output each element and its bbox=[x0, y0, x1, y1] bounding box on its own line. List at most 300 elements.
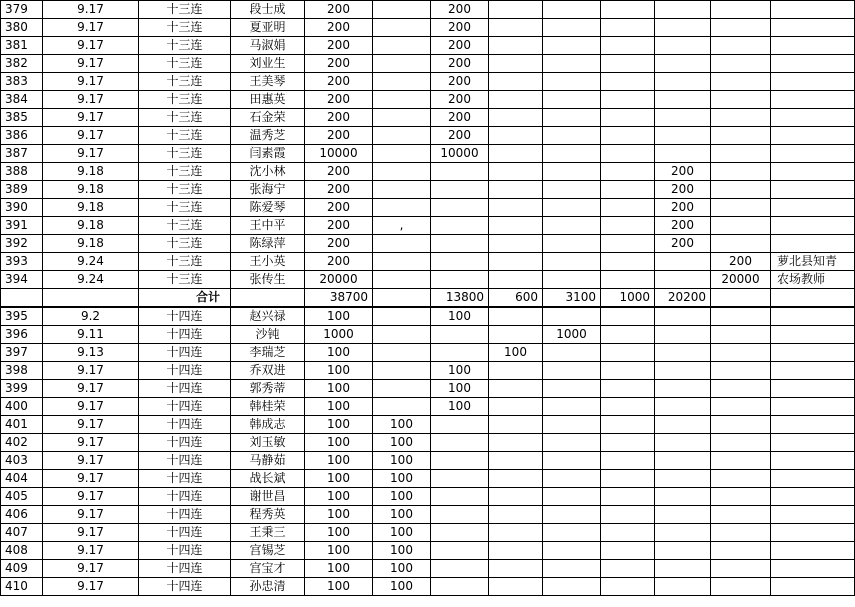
table-cell bbox=[771, 55, 855, 73]
table-cell: 9.24 bbox=[43, 253, 139, 271]
table-cell bbox=[655, 470, 711, 488]
table-cell bbox=[655, 434, 711, 452]
table-cell: 394 bbox=[1, 271, 43, 289]
table-cell: 十三连 bbox=[139, 127, 231, 145]
table-cell bbox=[601, 362, 655, 380]
table-cell bbox=[771, 91, 855, 109]
table-cell bbox=[601, 560, 655, 578]
table-cell: 410 bbox=[1, 578, 43, 596]
table-cell: 十三连 bbox=[139, 19, 231, 37]
table-cell bbox=[431, 199, 489, 217]
table-cell bbox=[711, 19, 771, 37]
table-cell bbox=[431, 271, 489, 289]
table-cell: 100 bbox=[373, 524, 431, 542]
table-cell: 100 bbox=[431, 307, 489, 326]
table-row bbox=[1, 488, 855, 506]
table-cell: 100 bbox=[373, 542, 431, 560]
table-body bbox=[1, 1, 855, 596]
table-cell bbox=[711, 217, 771, 235]
table-cell: 王秉三 bbox=[231, 524, 305, 542]
table-cell: 200 bbox=[305, 217, 373, 235]
table-cell bbox=[771, 37, 855, 55]
table-cell bbox=[655, 560, 711, 578]
table-cell bbox=[373, 271, 431, 289]
table-cell bbox=[543, 578, 601, 596]
table-cell: 9.18 bbox=[43, 235, 139, 253]
table-cell: 张传生 bbox=[231, 271, 305, 289]
table-cell: 9.17 bbox=[43, 524, 139, 542]
table-cell bbox=[373, 253, 431, 271]
table-row bbox=[1, 452, 855, 470]
table-cell: 十四连 bbox=[139, 452, 231, 470]
table-cell bbox=[655, 362, 711, 380]
table-cell: 600 bbox=[489, 289, 543, 308]
table-cell bbox=[711, 235, 771, 253]
table-cell: 马静茹 bbox=[231, 452, 305, 470]
table-cell bbox=[655, 253, 711, 271]
table-cell: 十四连 bbox=[139, 307, 231, 326]
table-cell bbox=[489, 55, 543, 73]
table-cell bbox=[711, 127, 771, 145]
table-cell bbox=[655, 37, 711, 55]
table-cell: 387 bbox=[1, 145, 43, 163]
table-cell bbox=[543, 217, 601, 235]
table-cell: 十三连 bbox=[139, 145, 231, 163]
table-cell bbox=[655, 73, 711, 91]
table-cell bbox=[601, 380, 655, 398]
table-cell: 100 bbox=[373, 560, 431, 578]
table-cell bbox=[543, 271, 601, 289]
table-cell: 9.18 bbox=[43, 199, 139, 217]
table-cell bbox=[601, 578, 655, 596]
table-cell: 田惠英 bbox=[231, 91, 305, 109]
table-row bbox=[1, 181, 855, 199]
table-cell: 200 bbox=[305, 55, 373, 73]
table-cell: 10000 bbox=[305, 145, 373, 163]
table-cell: 200 bbox=[655, 235, 711, 253]
table-cell bbox=[711, 55, 771, 73]
table-cell: 萝北县知青 bbox=[771, 253, 855, 271]
table-cell bbox=[489, 488, 543, 506]
table-cell: 十四连 bbox=[139, 380, 231, 398]
table-cell bbox=[431, 434, 489, 452]
table-cell bbox=[771, 380, 855, 398]
table-cell bbox=[655, 271, 711, 289]
table-row bbox=[1, 524, 855, 542]
table-cell: 407 bbox=[1, 524, 43, 542]
table-cell bbox=[601, 145, 655, 163]
table-cell bbox=[771, 127, 855, 145]
table-cell: 388 bbox=[1, 163, 43, 181]
table-cell: 9.17 bbox=[43, 542, 139, 560]
table-cell bbox=[543, 145, 601, 163]
table-cell bbox=[431, 488, 489, 506]
table-cell: 100 bbox=[373, 416, 431, 434]
table-cell bbox=[771, 181, 855, 199]
table-cell bbox=[431, 452, 489, 470]
table-cell: 十三连 bbox=[139, 55, 231, 73]
table-cell: 200 bbox=[655, 199, 711, 217]
table-cell bbox=[489, 326, 543, 344]
table-cell bbox=[655, 127, 711, 145]
table-cell bbox=[373, 109, 431, 127]
table-cell: 9.11 bbox=[43, 326, 139, 344]
table-row bbox=[1, 199, 855, 217]
table-cell bbox=[711, 307, 771, 326]
table-row bbox=[1, 434, 855, 452]
table-cell bbox=[711, 181, 771, 199]
table-cell bbox=[489, 163, 543, 181]
table-cell: 9.17 bbox=[43, 91, 139, 109]
table-cell: 381 bbox=[1, 37, 43, 55]
table-cell: 100 bbox=[305, 470, 373, 488]
table-cell bbox=[431, 470, 489, 488]
table-cell bbox=[543, 109, 601, 127]
table-cell: 农场教师 bbox=[771, 271, 855, 289]
table-cell bbox=[431, 560, 489, 578]
table-cell bbox=[489, 217, 543, 235]
table-cell: 韩成志 bbox=[231, 416, 305, 434]
table-cell bbox=[711, 109, 771, 127]
table-cell bbox=[373, 73, 431, 91]
table-cell: 385 bbox=[1, 109, 43, 127]
table-cell: 100 bbox=[373, 452, 431, 470]
table-cell: 393 bbox=[1, 253, 43, 271]
table-cell: 100 bbox=[305, 452, 373, 470]
table-cell: 200 bbox=[431, 1, 489, 19]
table-row bbox=[1, 289, 855, 308]
table-cell: 9.17 bbox=[43, 127, 139, 145]
table-cell bbox=[601, 163, 655, 181]
table-cell bbox=[543, 524, 601, 542]
table-cell bbox=[431, 235, 489, 253]
table-cell bbox=[771, 73, 855, 91]
table-cell: 392 bbox=[1, 235, 43, 253]
table-cell: 200 bbox=[305, 91, 373, 109]
table-cell: 10000 bbox=[431, 145, 489, 163]
table-cell: 402 bbox=[1, 434, 43, 452]
table-cell: 406 bbox=[1, 506, 43, 524]
table-cell: 404 bbox=[1, 470, 43, 488]
table-cell: 夏亚明 bbox=[231, 19, 305, 37]
table-cell: 刘业生 bbox=[231, 55, 305, 73]
table-cell bbox=[711, 326, 771, 344]
table-cell bbox=[431, 217, 489, 235]
table-cell bbox=[489, 398, 543, 416]
table-cell bbox=[601, 217, 655, 235]
table-cell bbox=[771, 326, 855, 344]
table-cell: 100 bbox=[305, 506, 373, 524]
table-cell: 9.17 bbox=[43, 109, 139, 127]
table-cell: 200 bbox=[431, 91, 489, 109]
table-cell bbox=[489, 452, 543, 470]
table-cell bbox=[711, 452, 771, 470]
table-cell: 3100 bbox=[543, 289, 601, 308]
table-cell: 9.17 bbox=[43, 380, 139, 398]
table-row bbox=[1, 217, 855, 235]
table-cell bbox=[601, 73, 655, 91]
table-cell bbox=[771, 145, 855, 163]
table-row bbox=[1, 163, 855, 181]
table-cell bbox=[543, 1, 601, 19]
table-cell: 十四连 bbox=[139, 488, 231, 506]
table-row bbox=[1, 470, 855, 488]
table-cell bbox=[489, 109, 543, 127]
table-cell: 十四连 bbox=[139, 542, 231, 560]
table-cell: 100 bbox=[373, 488, 431, 506]
table-row bbox=[1, 235, 855, 253]
table-cell: 200 bbox=[655, 181, 711, 199]
table-cell bbox=[373, 91, 431, 109]
table-cell bbox=[601, 19, 655, 37]
table-cell: 383 bbox=[1, 73, 43, 91]
table-cell: 400 bbox=[1, 398, 43, 416]
table-row bbox=[1, 344, 855, 362]
table-cell bbox=[601, 488, 655, 506]
table-cell bbox=[711, 163, 771, 181]
table-cell: 十三连 bbox=[139, 217, 231, 235]
table-row bbox=[1, 91, 855, 109]
table-cell: 200 bbox=[431, 109, 489, 127]
table-row bbox=[1, 271, 855, 289]
table-cell bbox=[771, 344, 855, 362]
table-cell bbox=[489, 91, 543, 109]
table-cell bbox=[655, 542, 711, 560]
table-cell bbox=[373, 398, 431, 416]
table-cell bbox=[655, 488, 711, 506]
table-cell bbox=[601, 434, 655, 452]
table-cell bbox=[601, 307, 655, 326]
table-cell: 郭秀蒂 bbox=[231, 380, 305, 398]
table-cell: 100 bbox=[305, 434, 373, 452]
table-cell: 100 bbox=[305, 362, 373, 380]
table-cell bbox=[373, 326, 431, 344]
table-cell: 200 bbox=[431, 55, 489, 73]
table-cell: 十三连 bbox=[139, 163, 231, 181]
table-cell: 100 bbox=[373, 470, 431, 488]
table-cell: 十四连 bbox=[139, 560, 231, 578]
table-cell bbox=[431, 326, 489, 344]
table-cell: 200 bbox=[431, 73, 489, 91]
table-cell: 100 bbox=[305, 307, 373, 326]
table-cell bbox=[771, 470, 855, 488]
table-cell: 397 bbox=[1, 344, 43, 362]
table-cell bbox=[601, 91, 655, 109]
table-cell bbox=[489, 271, 543, 289]
table-cell: 396 bbox=[1, 326, 43, 344]
table-cell bbox=[431, 163, 489, 181]
table-cell: 战长斌 bbox=[231, 470, 305, 488]
table-cell: 200 bbox=[305, 19, 373, 37]
table-cell bbox=[489, 578, 543, 596]
table-cell bbox=[601, 326, 655, 344]
table-cell bbox=[711, 488, 771, 506]
table-cell bbox=[711, 73, 771, 91]
table-cell: 409 bbox=[1, 560, 43, 578]
table-cell: 9.17 bbox=[43, 416, 139, 434]
table-row bbox=[1, 362, 855, 380]
table-cell bbox=[711, 362, 771, 380]
table-cell bbox=[431, 524, 489, 542]
table-cell: 段士成 bbox=[231, 1, 305, 19]
table-cell: 386 bbox=[1, 127, 43, 145]
table-cell: 9.17 bbox=[43, 73, 139, 91]
table-cell bbox=[489, 307, 543, 326]
table-row bbox=[1, 416, 855, 434]
table-cell: 20000 bbox=[305, 271, 373, 289]
table-cell bbox=[373, 362, 431, 380]
table-cell bbox=[771, 560, 855, 578]
table-cell bbox=[373, 19, 431, 37]
table-cell bbox=[543, 506, 601, 524]
table-cell: 9.13 bbox=[43, 344, 139, 362]
table-cell: 十三连 bbox=[139, 1, 231, 19]
table-cell: 9.2 bbox=[43, 307, 139, 326]
table-cell: 399 bbox=[1, 380, 43, 398]
table-cell bbox=[543, 380, 601, 398]
table-cell bbox=[601, 37, 655, 55]
table-cell: 200 bbox=[305, 1, 373, 19]
table-cell: 十四连 bbox=[139, 326, 231, 344]
table-cell bbox=[771, 524, 855, 542]
table-cell bbox=[431, 416, 489, 434]
table-cell bbox=[543, 127, 601, 145]
table-cell: 403 bbox=[1, 452, 43, 470]
table-row bbox=[1, 1, 855, 19]
table-cell bbox=[601, 199, 655, 217]
table-cell bbox=[771, 307, 855, 326]
table-cell: 200 bbox=[305, 127, 373, 145]
table-cell bbox=[655, 55, 711, 73]
table-cell bbox=[373, 199, 431, 217]
table-cell: 李瑞芝 bbox=[231, 344, 305, 362]
table-row bbox=[1, 307, 855, 326]
table-cell bbox=[771, 434, 855, 452]
table-cell bbox=[489, 37, 543, 55]
table-cell: 200 bbox=[305, 199, 373, 217]
table-cell: 陈绿萍 bbox=[231, 235, 305, 253]
table-row bbox=[1, 109, 855, 127]
table-cell bbox=[489, 181, 543, 199]
table-cell bbox=[373, 380, 431, 398]
table-cell bbox=[601, 109, 655, 127]
table-cell bbox=[543, 73, 601, 91]
table-row bbox=[1, 560, 855, 578]
table-cell: 100 bbox=[305, 542, 373, 560]
table-cell bbox=[711, 524, 771, 542]
table-cell bbox=[771, 542, 855, 560]
table-cell: 9.17 bbox=[43, 19, 139, 37]
table-cell: 200 bbox=[711, 253, 771, 271]
table-row bbox=[1, 578, 855, 596]
table-cell: 合计 bbox=[139, 289, 231, 308]
table-cell bbox=[711, 416, 771, 434]
table-cell bbox=[771, 163, 855, 181]
table-cell bbox=[373, 145, 431, 163]
table-cell bbox=[1, 289, 43, 308]
table-row bbox=[1, 506, 855, 524]
table-cell bbox=[431, 344, 489, 362]
table-cell: 9.17 bbox=[43, 362, 139, 380]
table-cell bbox=[43, 289, 139, 308]
table-cell bbox=[489, 470, 543, 488]
table-cell: 马淑娟 bbox=[231, 37, 305, 55]
table-cell: 100 bbox=[305, 560, 373, 578]
table-cell: 100 bbox=[373, 434, 431, 452]
table-cell: 100 bbox=[373, 578, 431, 596]
table-cell bbox=[373, 181, 431, 199]
table-cell: 100 bbox=[431, 362, 489, 380]
table-cell bbox=[543, 416, 601, 434]
table-cell bbox=[543, 452, 601, 470]
table-cell: 100 bbox=[305, 524, 373, 542]
table-cell bbox=[655, 109, 711, 127]
table-cell: 9.18 bbox=[43, 181, 139, 199]
table-cell: , bbox=[373, 217, 431, 235]
table-cell: 乔双进 bbox=[231, 362, 305, 380]
table-cell: 陈爱琴 bbox=[231, 199, 305, 217]
table-cell: 100 bbox=[373, 506, 431, 524]
table-cell bbox=[771, 19, 855, 37]
table-cell: 十四连 bbox=[139, 398, 231, 416]
table-cell: 100 bbox=[305, 488, 373, 506]
table-cell: 十四连 bbox=[139, 434, 231, 452]
table-cell bbox=[771, 362, 855, 380]
table-cell bbox=[543, 434, 601, 452]
table-cell bbox=[543, 235, 601, 253]
table-cell: 401 bbox=[1, 416, 43, 434]
table-row bbox=[1, 55, 855, 73]
table-cell: 十四连 bbox=[139, 470, 231, 488]
table-cell bbox=[771, 217, 855, 235]
table-cell bbox=[711, 398, 771, 416]
table-row bbox=[1, 253, 855, 271]
table-cell bbox=[543, 199, 601, 217]
table-cell: 9.18 bbox=[43, 163, 139, 181]
table-cell bbox=[655, 19, 711, 37]
table-cell bbox=[489, 506, 543, 524]
table-cell: 100 bbox=[305, 344, 373, 362]
table-row bbox=[1, 145, 855, 163]
table-cell: 十三连 bbox=[139, 37, 231, 55]
table-cell bbox=[771, 488, 855, 506]
table-cell bbox=[771, 578, 855, 596]
table-cell: 200 bbox=[305, 253, 373, 271]
table-cell: 王小英 bbox=[231, 253, 305, 271]
table-row bbox=[1, 380, 855, 398]
table-cell: 200 bbox=[305, 37, 373, 55]
table-cell bbox=[771, 452, 855, 470]
table-cell bbox=[655, 578, 711, 596]
table-cell bbox=[711, 199, 771, 217]
table-cell bbox=[489, 145, 543, 163]
table-cell bbox=[655, 145, 711, 163]
table-cell bbox=[543, 470, 601, 488]
table-cell bbox=[543, 542, 601, 560]
table-cell: 1000 bbox=[543, 326, 601, 344]
table-cell bbox=[489, 253, 543, 271]
table-cell: 398 bbox=[1, 362, 43, 380]
table-cell bbox=[655, 326, 711, 344]
table-cell: 9.17 bbox=[43, 452, 139, 470]
table-cell: 9.17 bbox=[43, 37, 139, 55]
table-cell bbox=[373, 37, 431, 55]
table-cell: 391 bbox=[1, 217, 43, 235]
table-cell bbox=[655, 91, 711, 109]
table-cell bbox=[373, 344, 431, 362]
table-cell: 200 bbox=[655, 217, 711, 235]
table-cell: 十四连 bbox=[139, 416, 231, 434]
